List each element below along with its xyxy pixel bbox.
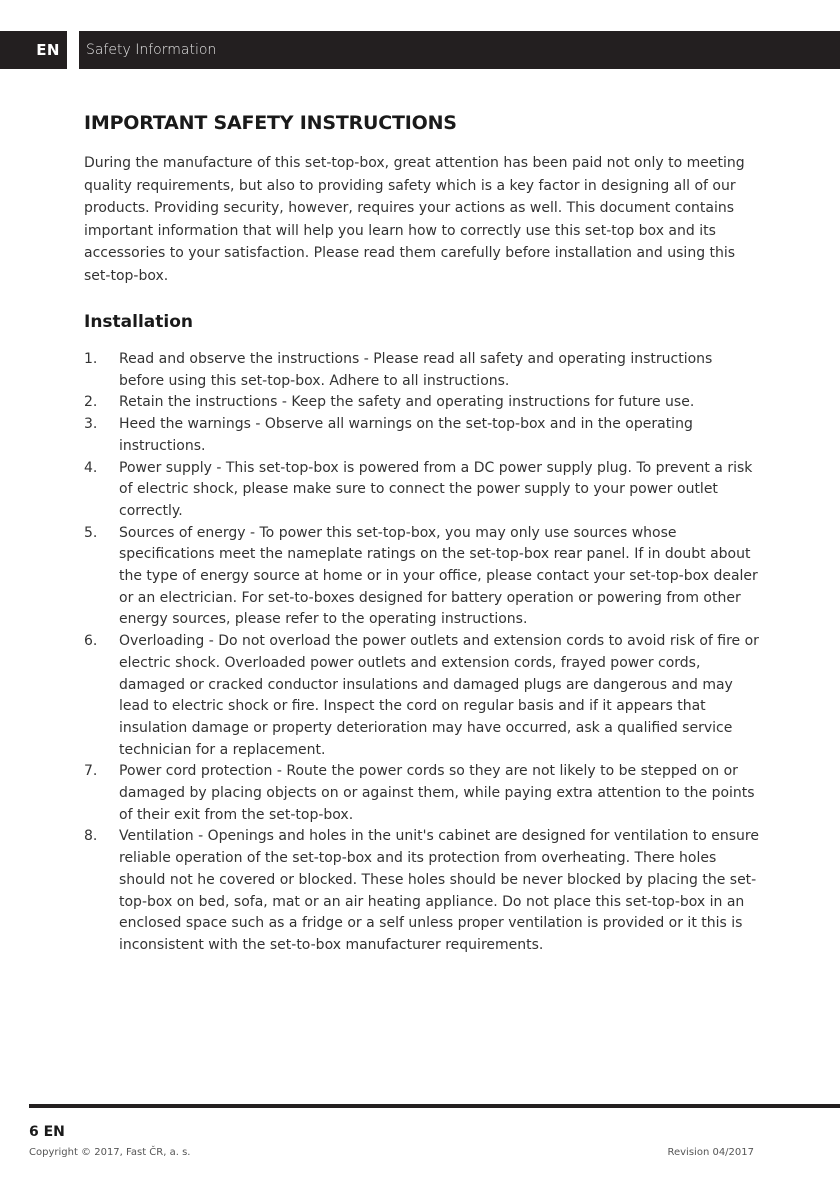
list-item bbox=[84, 458, 760, 523]
language-tab: EN bbox=[36, 41, 60, 59]
list-item bbox=[84, 414, 760, 457]
item-text: Power supply - This set-top-box is powered from a DC power supply plug. To prevent a risk of electric shock, please make sure to connect the power supply to your power outlet correctly. bbox=[119, 459, 753, 519]
item-text: Overloading - Do not overload the power outlets and extension cords to avoid risk of fire or electric shock. Overloaded power outlets and extension cords, frayed power cords, damaged or cracked conductor insulations and damaged plugs are dangerous and may lead to electric shock or fire. Inspect the cord on regular basis and if it appears that insulation damage or property deterioration may have occurred, ask a qualified service technician for a replacement. bbox=[119, 633, 759, 758]
item-text: Heed the warnings - Observe all warnings on the set-top-box and in the operating instructions. bbox=[119, 416, 693, 454]
list-item bbox=[84, 826, 760, 956]
page-number: 6 EN bbox=[29, 1124, 65, 1140]
item-number: 7. bbox=[84, 763, 98, 780]
main-content bbox=[84, 108, 760, 957]
section-header-title: Safety Information bbox=[86, 42, 217, 58]
item-text: Sources of energy - To power this set-top-box, you may only use sources whose specifications meet the nameplate ratings on the set-top-box rear panel. If in doubt about the type of energy source at home or in your office, please contact your set-top-box dealer or an electrician. For set-to-boxes designed for battery operation or powering from other energy sources, please refer to the operating instructions. bbox=[119, 524, 758, 628]
header-gap bbox=[67, 31, 79, 69]
footer-rule bbox=[29, 1104, 840, 1108]
item-number: 5. bbox=[84, 524, 98, 541]
section-title: Installation bbox=[84, 312, 194, 332]
item-number: 4. bbox=[84, 459, 98, 476]
revision-text: Revision 04/2017 bbox=[667, 1147, 754, 1158]
copyright-text: Copyright © 2017, Fast ČR, a. s. bbox=[29, 1147, 191, 1158]
item-text: Read and observe the instructions - Please read all safety and operating instructions before using this set-top-box. Adhere to all instructions. bbox=[119, 351, 713, 389]
item-number: 8. bbox=[84, 828, 98, 845]
list-item bbox=[84, 631, 760, 761]
item-number: 6. bbox=[84, 633, 98, 650]
intro-paragraph: During the manufacture of this set-top-box, great attention has been paid not only to meeting quality requirements, but also to providing safety which is a key factor in designing all of our products. Providing security, however, requires your actions as well. This document contains important information that will help you learn how to correctly use this set-top box and its accessories to your satisfaction. Please read them carefully before installation and using this set-top-box. bbox=[84, 155, 745, 284]
instruction-list bbox=[84, 349, 760, 957]
list-item bbox=[84, 523, 760, 632]
item-number: 1. bbox=[84, 351, 98, 367]
page-title: IMPORTANT SAFETY INSTRUCTIONS bbox=[84, 112, 457, 134]
item-number: 3. bbox=[84, 416, 98, 433]
item-text: Ventilation - Openings and holes in the unit's cabinet are designed for ventilation to ensure reliable operation of the set-top-box and its protection from overheating. There holes should not he covered or blocked. These holes should be never blocked by placing the set-top-box on bed, sofa, mat or an air heating appliance. Do not place this set-top-box in an enclosed space such as a fridge or a self unless proper ventilation is provided or it this is inconsistent with the set-to-box manufacturer requirements. bbox=[119, 828, 759, 953]
list-item bbox=[84, 349, 760, 392]
list-item bbox=[84, 392, 760, 414]
item-number: 2. bbox=[84, 394, 98, 411]
item-text: Power cord protection - Route the power cords so they are not likely to be stepped on or damaged by placing objects on or against them, while paying extra attention to the points of their exit from the set-top-box. bbox=[119, 763, 755, 823]
item-text: Retain the instructions - Keep the safety and operating instructions for future use. bbox=[119, 394, 695, 411]
list-item bbox=[84, 761, 760, 826]
